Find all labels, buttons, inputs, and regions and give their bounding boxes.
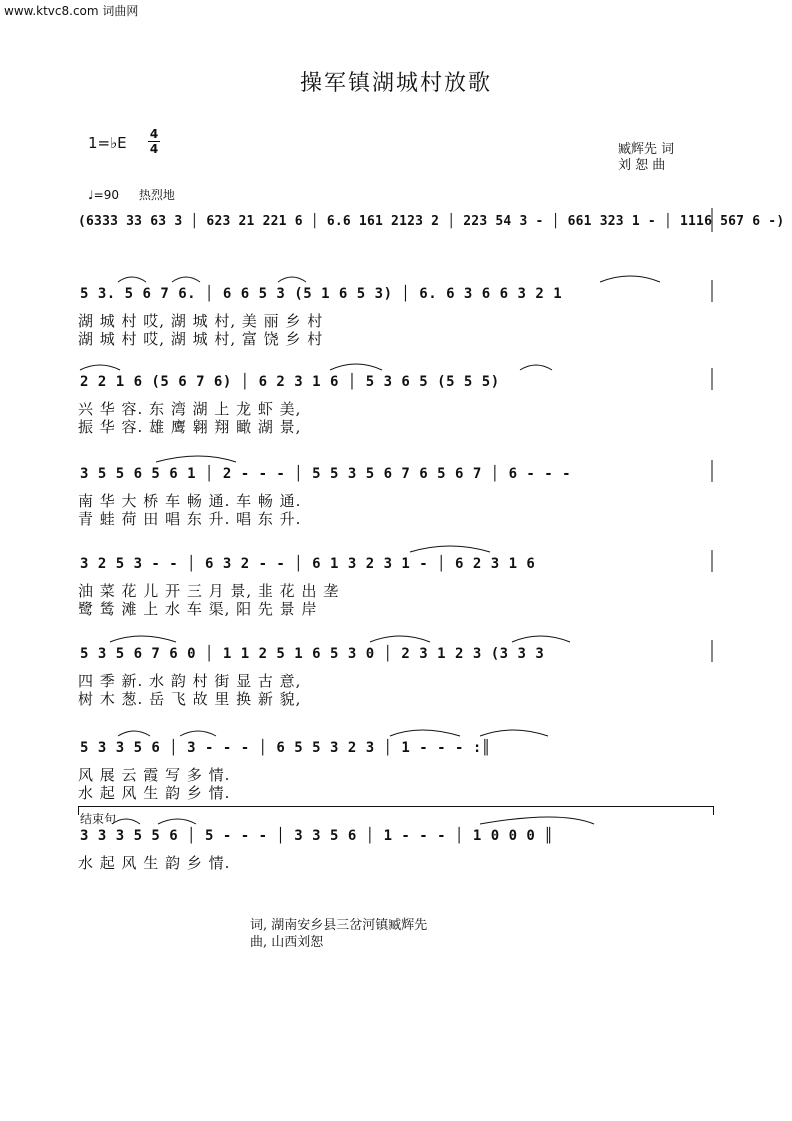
- slur: [80, 365, 120, 370]
- slur: [370, 636, 430, 642]
- row2-lyrics-verse1: 兴 华 容. 东 湾 湖 上 龙 虾 美,: [78, 400, 302, 418]
- slur: [110, 636, 176, 642]
- ending-label: 结束句: [80, 812, 117, 826]
- footer-composer: 曲, 山西刘恕: [250, 935, 324, 950]
- row2-notes: 2 2 1 6 (5 6 7 6) │ 6 2 3 1 6 │ 5 3 6 5 (5 5 5): [80, 374, 500, 390]
- slur: [512, 636, 570, 642]
- song-title: 操军镇湖城村放歌: [299, 71, 492, 96]
- slur: [112, 819, 140, 824]
- row6-notes: 5 3 3 5 6 │ 3 - - - │ 6 5 5 3 2 3 │ 1 - - - :║: [80, 740, 491, 756]
- row6-lyrics-verse2: 水 起 风 生 韵 乡 情.: [78, 784, 231, 802]
- row3-lyrics-verse1: 南 华 大 桥 车 畅 通. 车 畅 通.: [78, 492, 302, 510]
- row6-lyrics-verse1: 风 展 云 霞 写 多 情.: [78, 766, 231, 784]
- watermark: www.ktvc8.com 词曲网: [4, 4, 139, 18]
- slur: [480, 730, 548, 736]
- row3-notes: 3 5 5 6 5 6 1 │ 2 - - - │ 5 5 3 5 6 7 6 5 6 7 │ 6 - - -: [80, 466, 572, 482]
- slur: [156, 456, 236, 462]
- row1-lyrics-verse2: 湖 城 村 哎, 湖 城 村, 富 饶 乡 村: [78, 330, 324, 348]
- slur-marks: [80, 276, 660, 824]
- row5-lyrics-verse1: 四 季 新. 水 韵 村 街 显 古 意,: [78, 672, 302, 690]
- slur: [410, 546, 490, 552]
- row4-lyrics-verse2: 鹭 鸶 滩 上 水 车 渠, 阳 先 景 岸: [78, 600, 318, 618]
- slur: [158, 819, 196, 824]
- slur: [118, 731, 150, 736]
- intro-notes: (6333 33 63 3 │ 623 21 221 6 │ 6.6 161 2123 2 │ 223 54 3 - │ 661 323 1 - │ 1116 567 6 -): [78, 214, 785, 229]
- slur: [390, 730, 460, 736]
- time-signature-top: 4: [149, 127, 159, 141]
- row5-notes: 5 3 5 6 7 6 0 │ 1 1 2 5 1 6 5 3 0 │ 2 3 1 2 3 (3 3 3: [80, 646, 545, 662]
- slur: [172, 277, 200, 282]
- row1-notes: 5 3. 5 6 7 6. │ 6 6 5 3 (5 1 6 5 3) │ 6. 6 3 6 6 3 2 1: [80, 286, 563, 302]
- footer-lyricist: 词, 湖南安乡县三岔河镇臧辉先: [250, 918, 428, 933]
- ending-notes: 3 3 3 5 5 6 │ 5 - - - │ 3 3 5 6 │ 1 - - - │ 1 0 0 0 ║: [80, 828, 554, 844]
- composer-credit: 刘 恕 曲: [618, 158, 666, 173]
- tempo-expression: 热烈地: [138, 188, 175, 202]
- slur: [180, 731, 216, 736]
- tempo-value: ♩=90: [88, 188, 119, 202]
- row2-lyrics-verse2: 振 华 容. 雄 鹰 翱 翔 瞰 湖 景,: [78, 418, 302, 436]
- ending-lyrics: 水 起 风 生 韵 乡 情.: [78, 854, 231, 872]
- time-signature-bottom: 4: [149, 142, 159, 156]
- lyricist-credit: 臧辉先 词: [618, 142, 675, 157]
- slur: [520, 365, 552, 370]
- slur: [278, 277, 306, 282]
- row1-lyrics-verse1: 湖 城 村 哎, 湖 城 村, 美 丽 乡 村: [78, 312, 324, 330]
- slur: [480, 817, 594, 824]
- key-signature: 1=♭E: [88, 134, 127, 152]
- row4-notes: 3 2 5 3 - - │ 6 3 2 - - │ 6 1 3 2 3 1 - │ 6 2 3 1 6: [80, 556, 536, 572]
- row4-lyrics-verse1: 油 菜 花 儿 开 三 月 景, 韭 花 出 垄: [78, 582, 340, 600]
- slur: [600, 276, 660, 282]
- slur: [118, 277, 146, 282]
- row3-lyrics-verse2: 青 蛙 荷 田 唱 东 升. 唱 东 升.: [78, 510, 302, 528]
- row5-lyrics-verse2: 树 木 葱. 岳 飞 故 里 换 新 貌,: [78, 690, 302, 708]
- slur: [330, 364, 382, 370]
